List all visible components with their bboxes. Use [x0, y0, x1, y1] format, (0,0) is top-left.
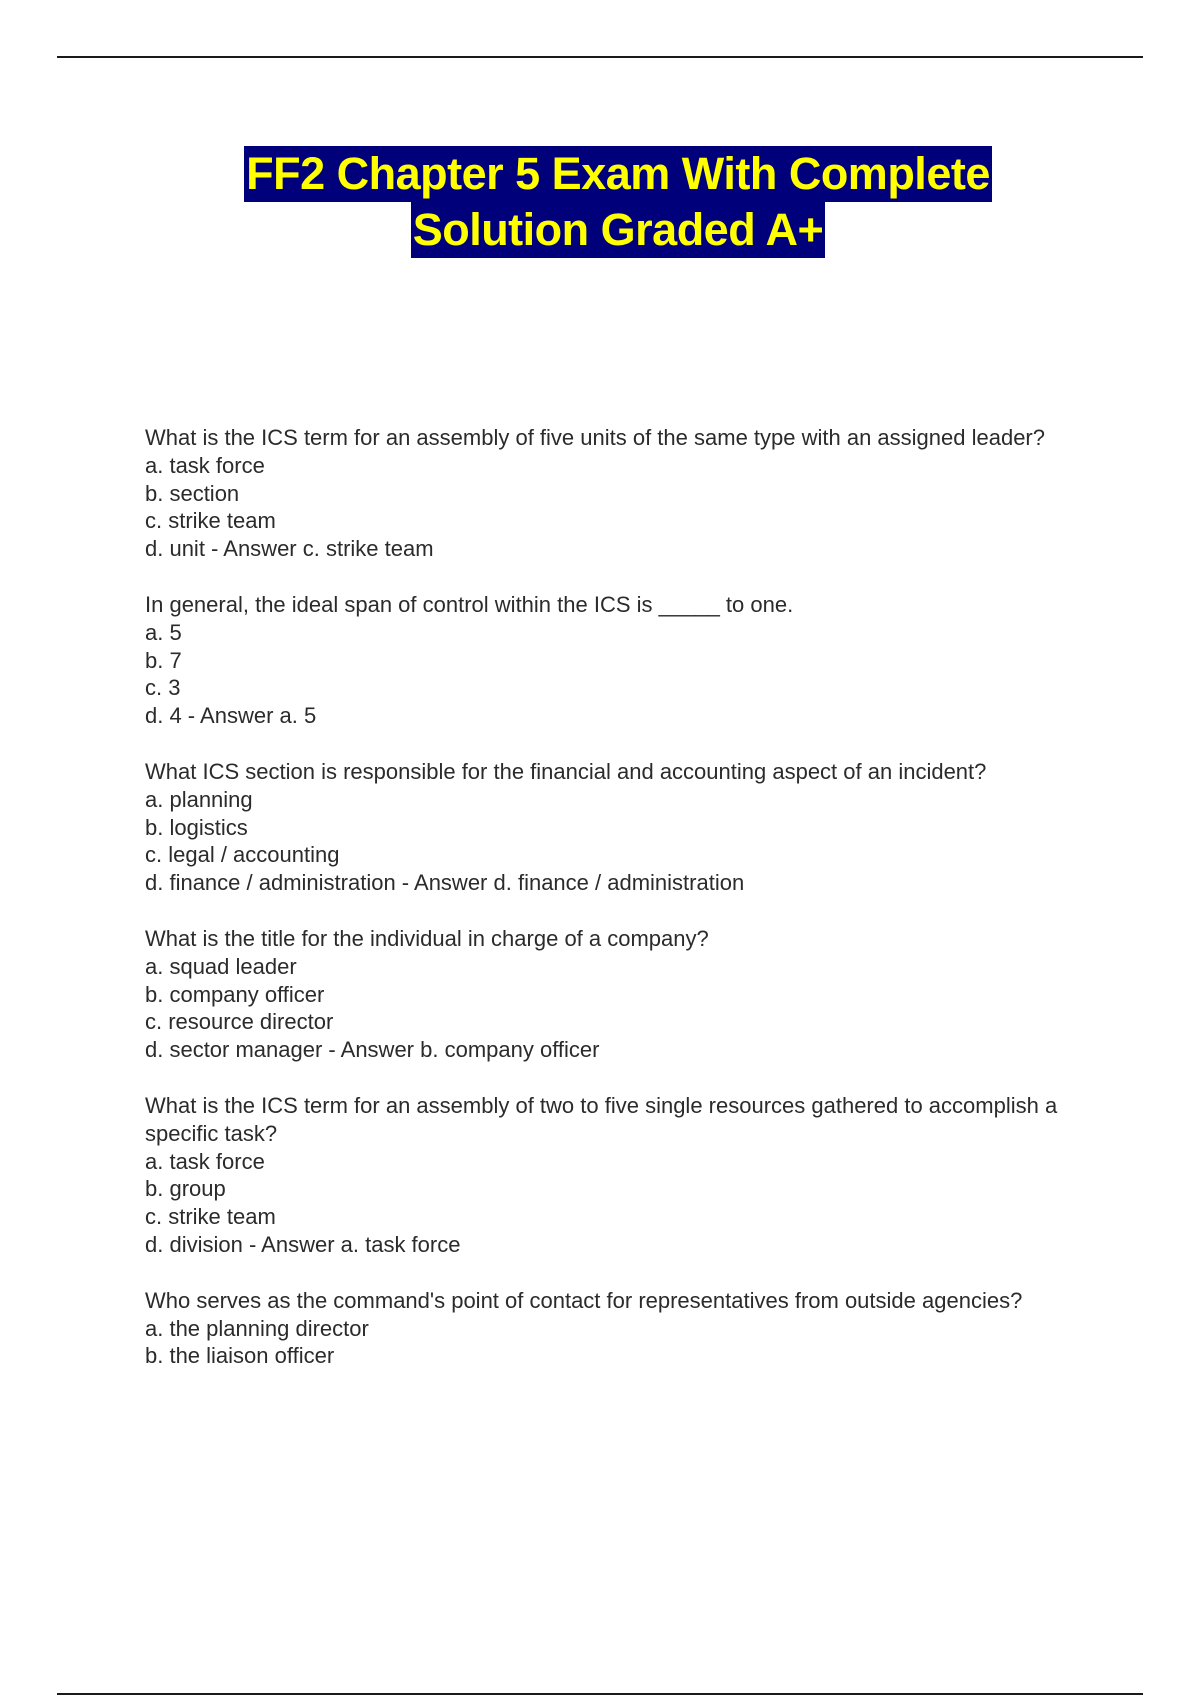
- answer-option: b. section: [145, 480, 240, 506]
- question-3: [145, 758, 1095, 897]
- answer-option: d. unit - Answer c. strike team: [145, 536, 434, 562]
- answer-option: d. 4 - Answer a. 5: [145, 703, 317, 729]
- question-2: [145, 591, 1095, 730]
- answer-option: b. logistics: [145, 814, 248, 840]
- answer-option: b. the liaison officer: [145, 1343, 335, 1369]
- answer-option: c. strike team: [145, 508, 276, 534]
- document-title: [0, 146, 1200, 258]
- answer-option: b. 7: [145, 647, 182, 673]
- question-6: [145, 1287, 1095, 1370]
- answer-option: a. task force: [145, 452, 265, 478]
- answer-option: c. 3: [145, 675, 181, 701]
- answer-option: a. the planning director: [145, 1315, 369, 1341]
- question-list: [145, 424, 1095, 1398]
- question-4: [145, 925, 1095, 1064]
- answer-option: c. legal / accounting: [145, 842, 340, 868]
- question-prompt: Who serves as the command's point of contact for representatives from outside agencies?: [145, 1287, 1023, 1313]
- answer-option: a. squad leader: [145, 953, 297, 979]
- header-rule: [57, 56, 1143, 58]
- question-1: [145, 424, 1095, 563]
- title-line-2: Solution Graded A+: [411, 202, 826, 258]
- answer-option: a. 5: [145, 619, 182, 645]
- question-prompt: What is the title for the individual in charge of a company?: [145, 925, 709, 951]
- question-prompt: What ICS section is responsible for the financial and accounting aspect of an incident?: [145, 758, 987, 784]
- question-prompt: What is the ICS term for an assembly of two to five single resources gathered to accomplish a specific task?: [145, 1092, 1058, 1146]
- answer-option: a. planning: [145, 786, 253, 812]
- answer-option: d. sector manager - Answer b. company officer: [145, 1037, 600, 1063]
- answer-option: c. resource director: [145, 1009, 334, 1035]
- answer-option: d. division - Answer a. task force: [145, 1231, 461, 1257]
- question-5: [145, 1092, 1095, 1259]
- answer-option: a. task force: [145, 1148, 265, 1174]
- footer-rule: [57, 1693, 1143, 1695]
- answer-option: b. company officer: [145, 981, 325, 1007]
- answer-option: d. finance / administration - Answer d. finance / administration: [145, 870, 745, 896]
- title-line-1: FF2 Chapter 5 Exam With Complete: [244, 146, 992, 202]
- answer-option: c. strike team: [145, 1204, 276, 1230]
- question-prompt: What is the ICS term for an assembly of five units of the same type with an assigned leader?: [145, 425, 1045, 450]
- question-prompt: In general, the ideal span of control within the ICS is _____ to one.: [145, 591, 794, 617]
- answer-option: b. group: [145, 1176, 226, 1202]
